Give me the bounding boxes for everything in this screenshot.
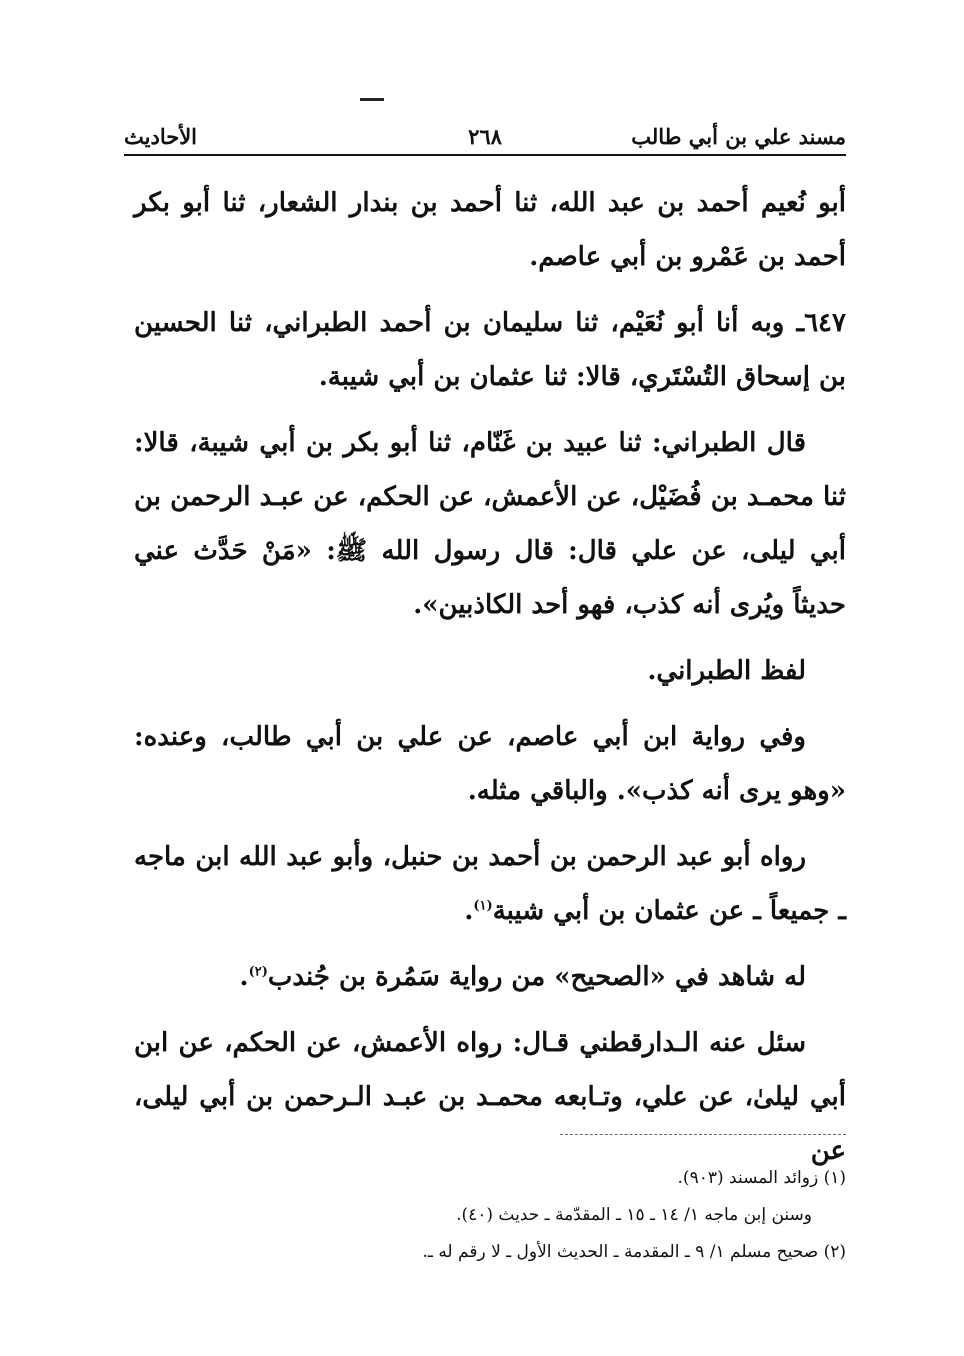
paragraph-daraqutni: سئل عنه الـدارقطني قـال: رواه الأعمش، عن الحكم، عن ابن أبي ليلىٰ، عن علي، وتـابعه محمـد بن عبـد الـرحمن بن أبي ليلى، عن bbox=[134, 1028, 846, 1166]
footnote-2: (٢) صحيح مسلم ١/ ٩ ـ المقدمة ـ الحديث الأول ـ لا رقم له ـ. bbox=[422, 1242, 846, 1262]
paragraph-tabarani-chain: قال الطبراني: ثنا عبيد بن غَنّام، ثنا أبو بكر بن أبي شيبة، قالا: ثنا محمـد بن فُضَيْل، عن الأعمش، عن الحكم، عن عبـد الرحمن بن أبي ليلى، عن علي قال: قال رسول الله ﷺ: «مَنْ حَدَّث عني حديثاً ويُرى أنه كذب، فهو أحد الكاذبين». bbox=[134, 428, 846, 620]
paragraph-wording-note: لفظ الطبراني. bbox=[647, 656, 806, 686]
hadith-number: ٦٤٧ bbox=[804, 308, 846, 338]
page-header bbox=[124, 116, 846, 156]
page-top-mark bbox=[360, 98, 384, 101]
footnote-ref-1[interactable]: (١) bbox=[473, 898, 493, 914]
paragraph-takhrij: رواه أبو عبد الرحمن بن أحمد بن حنبل، وأبو عبد الله ابن ماجه ـ جميعاً ـ عن عثمان بن أبي شيبة$^{(١)}$. bbox=[134, 842, 846, 926]
footnote-1: (١) زوائد المسند (٩٠٣). bbox=[677, 1168, 846, 1188]
footnotes bbox=[300, 1160, 846, 1271]
paragraph-hadith-647: ٦٤٧ـ وبه أنا أبو نُعَيْم، ثنا سليمان بن أحمد الطبراني، ثنا الحسين بن إسحاق التُسْتَري، قالا: ثنا عثمان بن أبي شيبة. bbox=[134, 308, 846, 392]
paragraph-shahid: له شاهد في «الصحيح» من رواية سَمُرة بن جُندب$^{(٢)}$. bbox=[239, 962, 806, 992]
footnote-divider bbox=[560, 1134, 846, 1135]
main-text bbox=[134, 176, 846, 1190]
paragraph-ibn-abi-asim-narration: وفي رواية ابن أبي عاصم، عن علي بن أبي طالب، وعنده: «وهو يرى أنه كذب». والباقي مثله. bbox=[134, 722, 846, 806]
running-section-title: الأحاديث bbox=[124, 123, 198, 149]
footnote-1-continuation: وسنن إبن ماجه ١/ ١٤ ـ ١٥ ـ المقدّمة ـ حديث (٤٠). bbox=[456, 1205, 812, 1225]
header-divider bbox=[124, 154, 846, 156]
paragraph-isnad-continuation: أبو نُعيم أحمد بن عبد الله، ثنا أحمد بن بندار الشعار، ثنا أبو بكر أحمد بن عَمْرو بن أبي عاصم. bbox=[134, 188, 846, 272]
running-book-title: مسند علي بن أبي طالب bbox=[631, 123, 846, 149]
footnote-ref-2[interactable]: (٢) bbox=[248, 964, 268, 980]
page-number: ٢٦٨ bbox=[468, 123, 502, 149]
